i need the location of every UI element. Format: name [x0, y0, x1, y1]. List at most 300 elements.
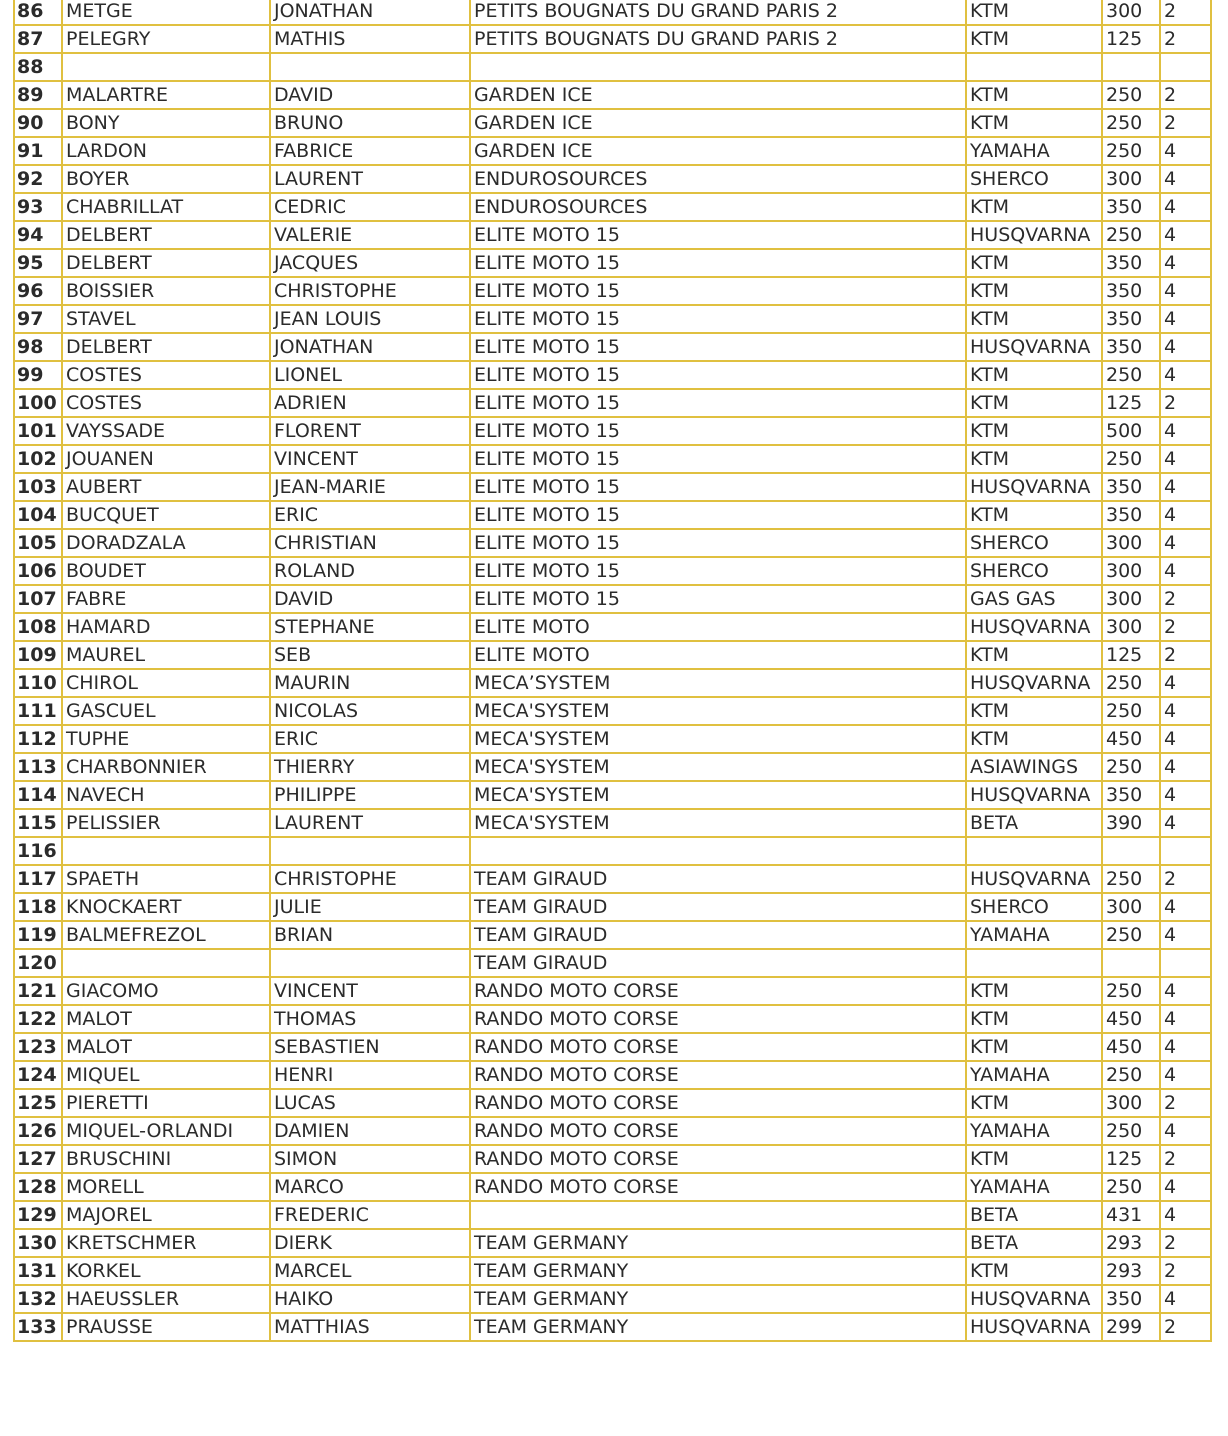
first-name-cell: DAVID — [270, 585, 470, 613]
team-name-cell: TEAM GERMANY — [470, 1285, 966, 1313]
last-name-cell: BOISSIER — [62, 277, 270, 305]
table-row — [14, 1005, 1211, 1033]
table-row — [14, 725, 1211, 753]
rider-number-cell: 89 — [14, 81, 62, 109]
category-cell: 2 — [1160, 1145, 1211, 1173]
table-row — [14, 389, 1211, 417]
rider-number-cell: 126 — [14, 1117, 62, 1145]
engine-displacement-cell: 350 — [1102, 473, 1160, 501]
engine-displacement-cell: 250 — [1102, 221, 1160, 249]
rider-number-cell: 88 — [14, 53, 62, 81]
rider-number-cell: 118 — [14, 893, 62, 921]
first-name-cell: LUCAS — [270, 1089, 470, 1117]
category-cell: 4 — [1160, 669, 1211, 697]
engine-displacement-cell: 250 — [1102, 1117, 1160, 1145]
first-name-cell: FABRICE — [270, 137, 470, 165]
rider-number-cell: 96 — [14, 277, 62, 305]
category-cell: 2 — [1160, 1257, 1211, 1285]
engine-displacement-cell: 125 — [1102, 1145, 1160, 1173]
team-name-cell: MECA'SYSTEM — [470, 697, 966, 725]
last-name-cell: MIQUEL-ORLANDI — [62, 1117, 270, 1145]
category-cell: 2 — [1160, 81, 1211, 109]
first-name-cell: CHRISTOPHE — [270, 277, 470, 305]
category-cell: 2 — [1160, 1313, 1211, 1341]
first-name-cell: JONATHAN — [270, 333, 470, 361]
team-name-cell: ELITE MOTO 15 — [470, 445, 966, 473]
rider-number-cell: 108 — [14, 613, 62, 641]
table-row — [14, 949, 1211, 977]
table-row — [14, 193, 1211, 221]
engine-displacement-cell: 300 — [1102, 893, 1160, 921]
category-cell: 4 — [1160, 277, 1211, 305]
last-name-cell: COSTES — [62, 389, 270, 417]
team-name-cell: ELITE MOTO 15 — [470, 585, 966, 613]
team-name-cell — [470, 53, 966, 81]
engine-displacement-cell: 350 — [1102, 781, 1160, 809]
team-name-cell: RANDO MOTO CORSE — [470, 1061, 966, 1089]
engine-displacement-cell: 300 — [1102, 613, 1160, 641]
rider-number-cell: 105 — [14, 529, 62, 557]
category-cell: 4 — [1160, 977, 1211, 1005]
motorcycle-brand-cell: BETA — [966, 1201, 1102, 1229]
table-row — [14, 417, 1211, 445]
motorcycle-brand-cell: YAMAHA — [966, 137, 1102, 165]
last-name-cell: NAVECH — [62, 781, 270, 809]
engine-displacement-cell: 250 — [1102, 109, 1160, 137]
engine-displacement-cell: 450 — [1102, 1033, 1160, 1061]
table-row — [14, 1117, 1211, 1145]
table-row — [14, 865, 1211, 893]
last-name-cell: GIACOMO — [62, 977, 270, 1005]
first-name-cell — [270, 949, 470, 977]
rider-number-cell: 97 — [14, 305, 62, 333]
first-name-cell: JONATHAN — [270, 0, 470, 25]
engine-displacement-cell: 431 — [1102, 1201, 1160, 1229]
last-name-cell: PIERETTI — [62, 1089, 270, 1117]
rider-number-cell: 102 — [14, 445, 62, 473]
engine-displacement-cell: 390 — [1102, 809, 1160, 837]
table-row — [14, 361, 1211, 389]
motorcycle-brand-cell: YAMAHA — [966, 1173, 1102, 1201]
first-name-cell: PHILIPPE — [270, 781, 470, 809]
last-name-cell: MAUREL — [62, 641, 270, 669]
table-row — [14, 501, 1211, 529]
first-name-cell: CHRISTOPHE — [270, 865, 470, 893]
first-name-cell: MARCEL — [270, 1257, 470, 1285]
last-name-cell: MAJOREL — [62, 1201, 270, 1229]
category-cell: 4 — [1160, 333, 1211, 361]
category-cell: 2 — [1160, 865, 1211, 893]
rider-number-cell: 103 — [14, 473, 62, 501]
rider-number-cell: 90 — [14, 109, 62, 137]
last-name-cell: PELISSIER — [62, 809, 270, 837]
motorcycle-brand-cell: HUSQVARNA — [966, 781, 1102, 809]
first-name-cell: HENRI — [270, 1061, 470, 1089]
last-name-cell: PELEGRY — [62, 25, 270, 53]
table-row — [14, 809, 1211, 837]
first-name-cell: JACQUES — [270, 249, 470, 277]
team-name-cell: ELITE MOTO 15 — [470, 557, 966, 585]
engine-displacement-cell: 250 — [1102, 1173, 1160, 1201]
category-cell: 4 — [1160, 1117, 1211, 1145]
last-name-cell: CHABRILLAT — [62, 193, 270, 221]
last-name-cell: MALARTRE — [62, 81, 270, 109]
table-row — [14, 249, 1211, 277]
table-row — [14, 1257, 1211, 1285]
table-row — [14, 305, 1211, 333]
first-name-cell — [270, 837, 470, 865]
motorcycle-brand-cell: KTM — [966, 417, 1102, 445]
first-name-cell: FREDERIC — [270, 1201, 470, 1229]
table-row — [14, 221, 1211, 249]
first-name-cell: VINCENT — [270, 977, 470, 1005]
motorcycle-brand-cell: KTM — [966, 725, 1102, 753]
category-cell: 4 — [1160, 781, 1211, 809]
category-cell: 4 — [1160, 445, 1211, 473]
first-name-cell: SIMON — [270, 1145, 470, 1173]
table-row — [14, 669, 1211, 697]
engine-displacement-cell: 250 — [1102, 137, 1160, 165]
last-name-cell: BOYER — [62, 165, 270, 193]
first-name-cell: SEBASTIEN — [270, 1033, 470, 1061]
motorcycle-brand-cell: KTM — [966, 1145, 1102, 1173]
table-row — [14, 1061, 1211, 1089]
category-cell: 4 — [1160, 725, 1211, 753]
engine-displacement-cell: 300 — [1102, 165, 1160, 193]
motorcycle-brand-cell: HUSQVARNA — [966, 669, 1102, 697]
first-name-cell: DAVID — [270, 81, 470, 109]
rider-number-cell: 124 — [14, 1061, 62, 1089]
category-cell: 2 — [1160, 389, 1211, 417]
motorcycle-brand-cell: GAS GAS — [966, 585, 1102, 613]
motorcycle-brand-cell: SHERCO — [966, 529, 1102, 557]
motorcycle-brand-cell: HUSQVARNA — [966, 1285, 1102, 1313]
motorcycle-brand-cell: KTM — [966, 1257, 1102, 1285]
category-cell: 4 — [1160, 249, 1211, 277]
first-name-cell: MAURIN — [270, 669, 470, 697]
team-name-cell: GARDEN ICE — [470, 109, 966, 137]
motorcycle-brand-cell: KTM — [966, 445, 1102, 473]
table-row — [14, 641, 1211, 669]
last-name-cell: PRAUSSE — [62, 1313, 270, 1341]
motorcycle-brand-cell: KTM — [966, 361, 1102, 389]
rider-number-cell: 98 — [14, 333, 62, 361]
motorcycle-brand-cell: KTM — [966, 641, 1102, 669]
rider-number-cell: 133 — [14, 1313, 62, 1341]
first-name-cell: LAURENT — [270, 165, 470, 193]
team-name-cell: RANDO MOTO CORSE — [470, 1145, 966, 1173]
table-row — [14, 1089, 1211, 1117]
motorcycle-brand-cell: KTM — [966, 81, 1102, 109]
engine-displacement-cell: 500 — [1102, 417, 1160, 445]
engine-displacement-cell: 250 — [1102, 361, 1160, 389]
rider-number-cell: 132 — [14, 1285, 62, 1313]
rider-number-cell: 106 — [14, 557, 62, 585]
category-cell: 4 — [1160, 221, 1211, 249]
entry-list-container — [13, 0, 1212, 1342]
motorcycle-brand-cell: HUSQVARNA — [966, 613, 1102, 641]
table-row — [14, 585, 1211, 613]
rider-number-cell: 127 — [14, 1145, 62, 1173]
category-cell: 2 — [1160, 613, 1211, 641]
engine-displacement-cell: 250 — [1102, 697, 1160, 725]
rider-number-cell: 87 — [14, 25, 62, 53]
first-name-cell: NICOLAS — [270, 697, 470, 725]
category-cell: 4 — [1160, 1173, 1211, 1201]
motorcycle-brand-cell: KTM — [966, 0, 1102, 25]
rider-number-cell: 109 — [14, 641, 62, 669]
first-name-cell: THIERRY — [270, 753, 470, 781]
table-row — [14, 893, 1211, 921]
rider-number-cell: 99 — [14, 361, 62, 389]
rider-number-cell: 94 — [14, 221, 62, 249]
motorcycle-brand-cell: HUSQVARNA — [966, 221, 1102, 249]
team-name-cell: ELITE MOTO 15 — [470, 417, 966, 445]
last-name-cell: MIQUEL — [62, 1061, 270, 1089]
last-name-cell: KORKEL — [62, 1257, 270, 1285]
engine-displacement-cell: 125 — [1102, 641, 1160, 669]
team-name-cell: RANDO MOTO CORSE — [470, 1033, 966, 1061]
team-name-cell: ELITE MOTO — [470, 641, 966, 669]
last-name-cell: STAVEL — [62, 305, 270, 333]
team-name-cell — [470, 837, 966, 865]
rider-number-cell: 128 — [14, 1173, 62, 1201]
rider-number-cell: 111 — [14, 697, 62, 725]
team-name-cell: ELITE MOTO 15 — [470, 361, 966, 389]
last-name-cell — [62, 837, 270, 865]
team-name-cell: TEAM GIRAUD — [470, 949, 966, 977]
rider-number-cell: 116 — [14, 837, 62, 865]
category-cell — [1160, 837, 1211, 865]
first-name-cell: HAIKO — [270, 1285, 470, 1313]
last-name-cell: CHARBONNIER — [62, 753, 270, 781]
engine-displacement-cell: 250 — [1102, 81, 1160, 109]
first-name-cell: MATTHIAS — [270, 1313, 470, 1341]
last-name-cell: MORELL — [62, 1173, 270, 1201]
category-cell — [1160, 53, 1211, 81]
table-row — [14, 837, 1211, 865]
last-name-cell — [62, 53, 270, 81]
team-name-cell: ELITE MOTO — [470, 613, 966, 641]
engine-displacement-cell — [1102, 949, 1160, 977]
last-name-cell: DELBERT — [62, 249, 270, 277]
rider-number-cell: 91 — [14, 137, 62, 165]
engine-displacement-cell — [1102, 53, 1160, 81]
rider-number-cell: 130 — [14, 1229, 62, 1257]
rider-number-cell: 93 — [14, 193, 62, 221]
team-name-cell: ELITE MOTO 15 — [470, 501, 966, 529]
last-name-cell: GASCUEL — [62, 697, 270, 725]
motorcycle-brand-cell: YAMAHA — [966, 921, 1102, 949]
rider-number-cell: 122 — [14, 1005, 62, 1033]
rider-number-cell: 113 — [14, 753, 62, 781]
first-name-cell: MATHIS — [270, 25, 470, 53]
engine-displacement-cell: 350 — [1102, 333, 1160, 361]
last-name-cell: JOUANEN — [62, 445, 270, 473]
last-name-cell: FABRE — [62, 585, 270, 613]
category-cell: 4 — [1160, 1201, 1211, 1229]
last-name-cell — [62, 949, 270, 977]
entry-list-body — [14, 0, 1211, 1341]
table-row — [14, 53, 1211, 81]
team-name-cell: RANDO MOTO CORSE — [470, 1005, 966, 1033]
engine-displacement-cell: 350 — [1102, 249, 1160, 277]
table-row — [14, 25, 1211, 53]
table-row — [14, 1145, 1211, 1173]
motorcycle-brand-cell: KTM — [966, 249, 1102, 277]
rider-number-cell: 86 — [14, 0, 62, 25]
motorcycle-brand-cell: HUSQVARNA — [966, 473, 1102, 501]
first-name-cell: DAMIEN — [270, 1117, 470, 1145]
last-name-cell: BONY — [62, 109, 270, 137]
first-name-cell — [270, 53, 470, 81]
team-name-cell: MECA'SYSTEM — [470, 725, 966, 753]
entry-list-table — [13, 0, 1212, 1342]
last-name-cell: MALOT — [62, 1033, 270, 1061]
table-row — [14, 277, 1211, 305]
category-cell: 4 — [1160, 809, 1211, 837]
table-row — [14, 613, 1211, 641]
engine-displacement-cell: 300 — [1102, 0, 1160, 25]
category-cell: 4 — [1160, 1005, 1211, 1033]
motorcycle-brand-cell — [966, 53, 1102, 81]
rider-number-cell: 129 — [14, 1201, 62, 1229]
first-name-cell: BRIAN — [270, 921, 470, 949]
last-name-cell: BALMEFREZOL — [62, 921, 270, 949]
category-cell: 2 — [1160, 109, 1211, 137]
engine-displacement-cell: 125 — [1102, 389, 1160, 417]
rider-number-cell: 110 — [14, 669, 62, 697]
engine-displacement-cell: 293 — [1102, 1229, 1160, 1257]
team-name-cell — [470, 1201, 966, 1229]
table-row — [14, 697, 1211, 725]
last-name-cell: HAEUSSLER — [62, 1285, 270, 1313]
motorcycle-brand-cell: KTM — [966, 25, 1102, 53]
engine-displacement-cell: 250 — [1102, 865, 1160, 893]
table-row — [14, 1313, 1211, 1341]
engine-displacement-cell — [1102, 837, 1160, 865]
engine-displacement-cell: 450 — [1102, 725, 1160, 753]
last-name-cell: METGE — [62, 0, 270, 25]
team-name-cell: ELITE MOTO 15 — [470, 277, 966, 305]
rider-number-cell: 115 — [14, 809, 62, 837]
last-name-cell: DORADZALA — [62, 529, 270, 557]
team-name-cell: ELITE MOTO 15 — [470, 473, 966, 501]
category-cell: 4 — [1160, 557, 1211, 585]
engine-displacement-cell: 293 — [1102, 1257, 1160, 1285]
first-name-cell: ROLAND — [270, 557, 470, 585]
rider-number-cell: 101 — [14, 417, 62, 445]
first-name-cell: ERIC — [270, 725, 470, 753]
table-row — [14, 1201, 1211, 1229]
first-name-cell: STEPHANE — [270, 613, 470, 641]
table-row — [14, 81, 1211, 109]
motorcycle-brand-cell: BETA — [966, 809, 1102, 837]
team-name-cell: ELITE MOTO 15 — [470, 249, 966, 277]
category-cell: 2 — [1160, 641, 1211, 669]
first-name-cell: BRUNO — [270, 109, 470, 137]
rider-number-cell: 100 — [14, 389, 62, 417]
table-row — [14, 137, 1211, 165]
last-name-cell: HAMARD — [62, 613, 270, 641]
table-row — [14, 977, 1211, 1005]
team-name-cell: TEAM GIRAUD — [470, 893, 966, 921]
engine-displacement-cell: 250 — [1102, 445, 1160, 473]
motorcycle-brand-cell: KTM — [966, 277, 1102, 305]
table-row — [14, 1173, 1211, 1201]
engine-displacement-cell: 350 — [1102, 277, 1160, 305]
table-row — [14, 109, 1211, 137]
motorcycle-brand-cell: KTM — [966, 977, 1102, 1005]
team-name-cell: RANDO MOTO CORSE — [470, 1173, 966, 1201]
motorcycle-brand-cell: SHERCO — [966, 893, 1102, 921]
engine-displacement-cell: 300 — [1102, 585, 1160, 613]
category-cell: 4 — [1160, 473, 1211, 501]
engine-displacement-cell: 350 — [1102, 193, 1160, 221]
first-name-cell: LAURENT — [270, 809, 470, 837]
first-name-cell: MARCO — [270, 1173, 470, 1201]
engine-displacement-cell: 125 — [1102, 25, 1160, 53]
motorcycle-brand-cell: YAMAHA — [966, 1061, 1102, 1089]
team-name-cell: GARDEN ICE — [470, 137, 966, 165]
motorcycle-brand-cell: HUSQVARNA — [966, 333, 1102, 361]
team-name-cell: ELITE MOTO 15 — [470, 333, 966, 361]
motorcycle-brand-cell — [966, 837, 1102, 865]
table-row — [14, 753, 1211, 781]
motorcycle-brand-cell: KTM — [966, 193, 1102, 221]
category-cell: 4 — [1160, 529, 1211, 557]
category-cell: 4 — [1160, 697, 1211, 725]
first-name-cell: VALERIE — [270, 221, 470, 249]
table-row — [14, 445, 1211, 473]
category-cell: 4 — [1160, 165, 1211, 193]
category-cell: 4 — [1160, 753, 1211, 781]
engine-displacement-cell: 250 — [1102, 921, 1160, 949]
rider-number-cell: 92 — [14, 165, 62, 193]
motorcycle-brand-cell: KTM — [966, 109, 1102, 137]
rider-number-cell: 107 — [14, 585, 62, 613]
category-cell: 4 — [1160, 1285, 1211, 1313]
team-name-cell: TEAM GERMANY — [470, 1229, 966, 1257]
team-name-cell: ENDUROSOURCES — [470, 165, 966, 193]
category-cell: 4 — [1160, 1061, 1211, 1089]
motorcycle-brand-cell: KTM — [966, 389, 1102, 417]
first-name-cell: VINCENT — [270, 445, 470, 473]
team-name-cell: RANDO MOTO CORSE — [470, 1117, 966, 1145]
category-cell: 2 — [1160, 25, 1211, 53]
table-row — [14, 1285, 1211, 1313]
table-row — [14, 529, 1211, 557]
motorcycle-brand-cell: KTM — [966, 1089, 1102, 1117]
category-cell — [1160, 949, 1211, 977]
motorcycle-brand-cell: YAMAHA — [966, 1117, 1102, 1145]
rider-number-cell: 125 — [14, 1089, 62, 1117]
category-cell: 4 — [1160, 893, 1211, 921]
engine-displacement-cell: 300 — [1102, 529, 1160, 557]
engine-displacement-cell: 300 — [1102, 557, 1160, 585]
team-name-cell: RANDO MOTO CORSE — [470, 1089, 966, 1117]
last-name-cell: COSTES — [62, 361, 270, 389]
category-cell: 2 — [1160, 1089, 1211, 1117]
category-cell: 2 — [1160, 0, 1211, 25]
motorcycle-brand-cell: SHERCO — [966, 165, 1102, 193]
engine-displacement-cell: 299 — [1102, 1313, 1160, 1341]
table-row — [14, 333, 1211, 361]
engine-displacement-cell: 350 — [1102, 305, 1160, 333]
team-name-cell: ELITE MOTO 15 — [470, 529, 966, 557]
last-name-cell: BOUDET — [62, 557, 270, 585]
motorcycle-brand-cell: ASIAWINGS — [966, 753, 1102, 781]
